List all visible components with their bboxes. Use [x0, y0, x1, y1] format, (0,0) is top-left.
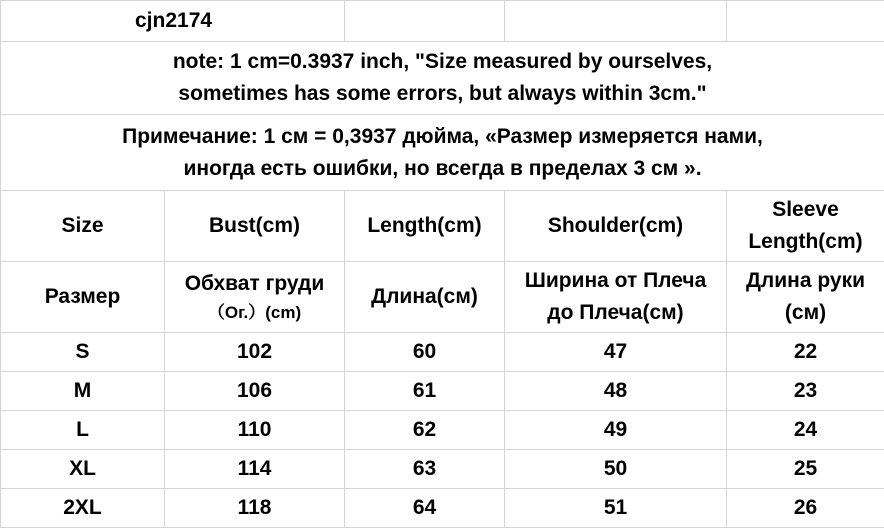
cell-sleeve: 26	[727, 489, 884, 528]
header-shoulder-ru-line-1: Ширина от Плеча	[524, 269, 707, 292]
header-size-ru: Размер	[1, 262, 165, 333]
cell-bust: 110	[165, 411, 345, 450]
cell-shoulder: 47	[505, 333, 727, 372]
note-ru-row	[1, 115, 884, 191]
cell-length: 60	[345, 333, 505, 372]
note-ru-line-2: иногда есть ошибки, но всегда в пределах 3 см ».	[183, 156, 702, 180]
note-en-line-2: sometimes has some errors, but always within 3cm."	[178, 82, 707, 105]
empty-cell	[727, 1, 884, 42]
header-shoulder-ru-line-2: до Плеча(см)	[547, 301, 684, 324]
table-row	[1, 489, 884, 528]
cell-bust: 102	[165, 333, 345, 372]
note-en-row	[1, 42, 884, 115]
cell-size: M	[1, 372, 165, 411]
cell-shoulder: 51	[505, 489, 727, 528]
header-sleeve-line-2: Length(cm)	[748, 230, 863, 253]
cell-shoulder: 49	[505, 411, 727, 450]
header-sleeve-ru-line-2: (см)	[784, 301, 827, 324]
header-shoulder: Shoulder(cm)	[505, 191, 727, 262]
header-row-en	[1, 191, 884, 262]
cell-size: S	[1, 333, 165, 372]
cell-sleeve: 22	[727, 333, 884, 372]
cell-length: 62	[345, 411, 505, 450]
cell-sleeve: 25	[727, 450, 884, 489]
cell-bust: 114	[165, 450, 345, 489]
note-en	[1, 42, 884, 115]
cell-bust: 118	[165, 489, 345, 528]
cell-size: 2XL	[1, 489, 165, 528]
header-sleeve-ru-line-1: Длина руки	[745, 269, 866, 292]
header-bust-ru-line-2: （Ог.）(cm)	[207, 303, 302, 322]
cell-shoulder: 50	[505, 450, 727, 489]
table-row	[1, 333, 884, 372]
cell-length: 61	[345, 372, 505, 411]
product-code-cell	[1, 1, 345, 42]
note-ru-line-1: Примечание: 1 см = 0,3937 дюйма, «Размер измеряется нами,	[122, 124, 763, 148]
header-row-ru	[1, 262, 884, 333]
table-row	[1, 411, 884, 450]
cell-size: XL	[1, 450, 165, 489]
cell-sleeve: 23	[727, 372, 884, 411]
header-bust-ru	[165, 262, 345, 333]
product-code: cjn2174	[135, 9, 213, 32]
note-ru	[1, 115, 884, 191]
code-row	[1, 1, 884, 42]
header-length-ru: Длина(см)	[345, 262, 505, 333]
note-en-line-1: note: 1 cm=0.3937 inch, "Size measured by ourselves,	[172, 50, 713, 73]
empty-cell	[505, 1, 727, 42]
cell-shoulder: 48	[505, 372, 727, 411]
table-row	[1, 372, 884, 411]
header-sleeve-ru	[727, 262, 884, 333]
header-size: Size	[1, 191, 165, 262]
cell-size: L	[1, 411, 165, 450]
header-length: Length(cm)	[345, 191, 505, 262]
cell-sleeve: 24	[727, 411, 884, 450]
header-sleeve	[727, 191, 884, 262]
header-shoulder-ru	[505, 262, 727, 333]
empty-cell	[345, 1, 505, 42]
header-sleeve-line-1: Sleeve	[772, 198, 839, 221]
header-bust-ru-line-1: Обхват груди	[184, 272, 325, 295]
cell-length: 63	[345, 450, 505, 489]
table-row	[1, 450, 884, 489]
cell-bust: 106	[165, 372, 345, 411]
cell-length: 64	[345, 489, 505, 528]
header-bust: Bust(cm)	[165, 191, 345, 262]
